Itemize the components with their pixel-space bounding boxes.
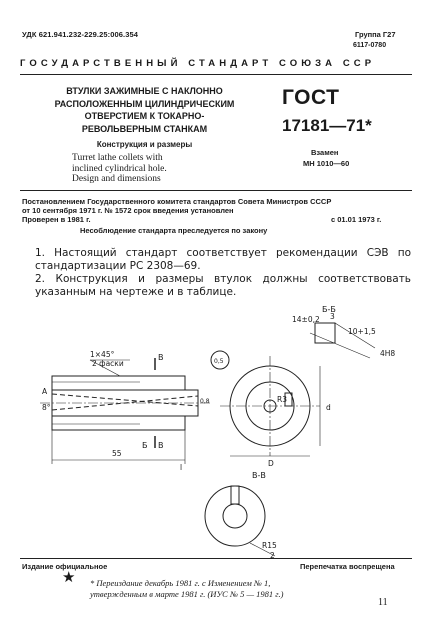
reissue-note-line: утвержденным в марте 1981 г. (ИУС № 5 — 1981 г.) [90, 588, 284, 599]
title-ru-line: ОТВЕРСТИЕМ К ТОКАРНО- [84, 111, 205, 121]
label-dim-05: 0,5 [214, 358, 224, 365]
group-code: Группа Г27 [355, 30, 396, 39]
star-mark: ★ [62, 569, 76, 586]
decree-line: от 10 сентября 1971 г. № 1572 срок введения установлен [22, 206, 234, 215]
label-dim-d: d [326, 403, 331, 412]
title-en-line: Design and dimensions [72, 174, 161, 184]
label-dim-l: l [180, 463, 183, 472]
title-ru-line: ВТУЛКИ ЗАЖИМНЫЕ С НАКЛОННО [66, 86, 223, 96]
reissue-note [90, 578, 390, 599]
label-v-bottom: В [158, 441, 164, 450]
reprint-prohibited: Перепечатка воспрещена [300, 562, 395, 571]
inclined-hole-line [52, 394, 198, 406]
okp-code: 6117-0780 [353, 42, 387, 49]
footer-rule [20, 558, 412, 559]
section-vv-inner [223, 504, 247, 528]
reissue-note-line: * Переиздание декабрь 1981 г. с Изменением № 1, [90, 578, 271, 588]
paragraph-2: 2. Конструкция и размеры втулок должны соответствовать указанным на чертеже и в таблице. [35, 273, 411, 298]
replace-value: МН 1010—60 [303, 159, 350, 168]
technical-drawing [30, 298, 415, 560]
section-vv-slot [231, 486, 239, 504]
label-section-bb: Б-Б [322, 305, 336, 314]
label-a: А [42, 387, 48, 396]
label-dim-D: D [268, 459, 274, 468]
title-en-line: inclined cylindrical hole. [72, 163, 167, 174]
title-ru [22, 85, 267, 135]
keyway-detail [315, 323, 335, 343]
label-dim-2: 2 [270, 551, 275, 560]
gost-number: 17181—71* [282, 116, 372, 135]
header-rule [20, 74, 412, 75]
title-rule [20, 190, 412, 191]
gost-label: ГОСТ [282, 86, 340, 109]
label-b-bottom: Б [142, 441, 148, 450]
label-dim-r: R3 [277, 395, 287, 404]
label-8deg: 8° [42, 403, 51, 412]
title-en-line: Turret lathe collets with [72, 153, 163, 163]
official-edition: Издание официальное [22, 562, 108, 571]
label-dim-r15: R15 [262, 541, 277, 550]
label-dim-08: 0,8 [200, 398, 210, 405]
title-en [72, 153, 262, 185]
label-dim-10: 10+1,5 [348, 327, 376, 336]
label-chamfer2: 2 фаски [92, 359, 124, 368]
udk-code: УДК 621.941.232-229.25:006.354 [22, 30, 139, 39]
label-chamfer1: 1×45° [90, 350, 115, 359]
decree-line: Проверен в 1981 г. [22, 215, 91, 224]
state-standard-heading: ГОСУДАРСТВЕННЫЙ СТАНДАРТ СОЮЗА ССР [20, 58, 376, 69]
title-ru-line: РЕВОЛЬВЕРНЫМ СТАНКАМ [81, 123, 208, 134]
decree-line: Постановлением Государственного комитета стандартов Совета Министров СССР [22, 197, 332, 206]
title-ru-line: РАСПОЛОЖЕННЫМ ЦИЛИНДРИЧЕСКИМ [54, 98, 235, 109]
keyway-detail-line [310, 333, 370, 358]
decree-law-note: Несоблюдение стандарта преследуется по закону [80, 226, 268, 235]
replace-label: Взамен [311, 148, 339, 157]
label-dim-14: 14±0,2 [292, 315, 320, 324]
label-dim-3: 3 [330, 312, 335, 321]
label-dim-55: 55 [112, 449, 122, 458]
section-vv-outer [205, 486, 265, 546]
paragraph-1: 1. Настоящий стандарт соответствует рекомендации СЭВ по стандартизации РС 2308—69. [35, 247, 411, 272]
label-v-top: В [158, 353, 164, 362]
label-section-vv: В-В [252, 471, 266, 480]
page-number: 11 [378, 597, 388, 608]
decree-term: с 01.01 1973 г. [331, 215, 382, 224]
label-dim-4h: 4H8 [380, 349, 396, 358]
title-ru-subtitle: Конструкция и размеры [96, 140, 193, 149]
